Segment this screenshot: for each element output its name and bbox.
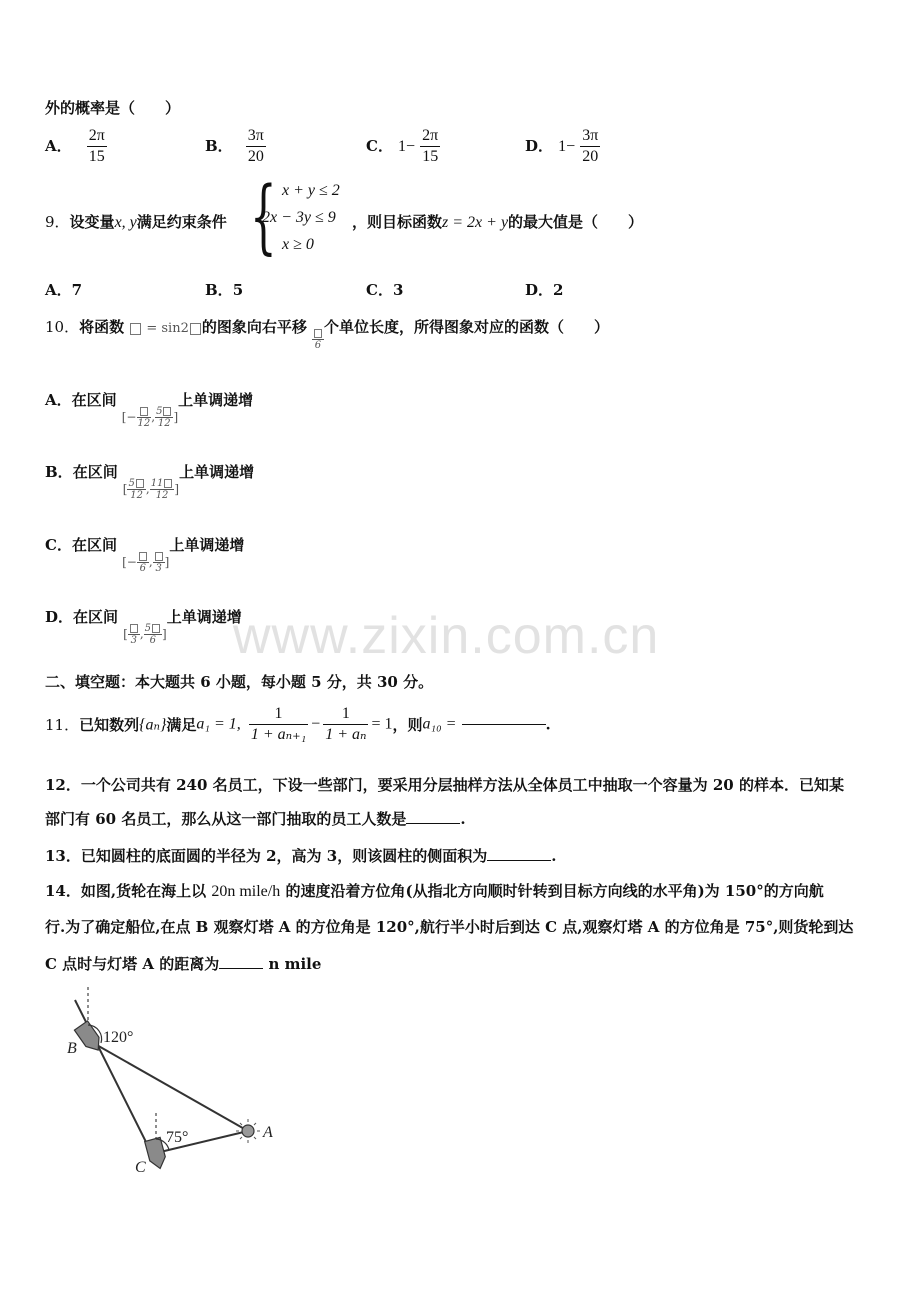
fraction-numerator: 1: [323, 704, 368, 725]
fraction-numerator: 5: [144, 623, 152, 634]
q14-line1b: 的速度沿着方位角(从指北方向顺时针转到目标方向线的水平角)为 150°的方向航: [285, 882, 824, 900]
option-label: D．: [525, 281, 554, 299]
option-label: C．: [366, 281, 393, 299]
option-label: D．: [45, 608, 74, 626]
option-prefix: 1−: [398, 138, 416, 155]
option-text: 在区间: [71, 391, 117, 409]
fraction-numerator: 5: [128, 478, 135, 489]
q9-text3: ，则目标函数: [352, 213, 443, 231]
interval-start: [127, 478, 145, 501]
option-text: 在区间: [72, 463, 118, 481]
placeholder-glyph-icon: [130, 624, 138, 633]
interval-open: [: [122, 482, 128, 496]
fraction-denominator: 6: [149, 635, 157, 646]
constraint-1: x + y ≤ 2: [282, 182, 340, 199]
interval: [ 5 12 , 11 12 ]: [122, 478, 180, 501]
fraction-numerator: 2π: [87, 126, 107, 147]
option-value: 7: [71, 281, 83, 299]
interval-end: [150, 478, 175, 501]
option-tail: 上单调递增: [169, 536, 245, 554]
interval-end: [155, 406, 173, 429]
interval: [− 12 , 5 12 ]: [121, 406, 179, 429]
end-period: .: [460, 810, 466, 828]
answer-blank[interactable]: [487, 860, 551, 861]
option-value: 5: [232, 281, 244, 299]
point-label-b: B: [67, 1040, 77, 1057]
interval-open: [−: [121, 410, 137, 424]
option-label: B．: [45, 463, 73, 481]
option-text: 在区间: [73, 608, 119, 626]
option-prefix: 1−: [558, 138, 576, 155]
interval-open: [: [123, 627, 128, 641]
placeholder-glyph-icon: [152, 624, 160, 633]
option-label: A．: [45, 281, 72, 299]
angle-label-b: 120°: [103, 1029, 134, 1046]
option-tail: 上单调递增: [178, 391, 254, 409]
minus-sign: −: [311, 715, 321, 733]
fraction-denominator: 12: [137, 418, 151, 429]
placeholder-glyph-icon: [136, 479, 144, 488]
placeholder-glyph-icon: [190, 323, 201, 335]
fraction-denominator: 20: [582, 148, 599, 165]
option-label: D．: [525, 137, 554, 155]
constraint-brace: {: [250, 169, 277, 264]
placeholder-glyph-icon: [155, 552, 163, 561]
option-label: B．: [205, 137, 233, 155]
q10-text2: 的图象向右平移: [201, 318, 307, 336]
q8-tail: 外的概率是（ ）: [45, 99, 181, 117]
fraction: [580, 126, 600, 167]
placeholder-glyph-icon: [130, 323, 141, 335]
fraction-denominator: 15: [422, 148, 439, 165]
q9-vars: x, y: [114, 214, 137, 231]
constraint-3: x ≥ 0: [282, 236, 314, 253]
interval: [− 6 , 3 ]: [122, 555, 169, 569]
interval-end: [153, 551, 165, 574]
option-tail: 上单调递增: [179, 463, 255, 481]
q11-text2: 满足: [166, 716, 197, 734]
interval-open: [−: [122, 555, 137, 569]
q12-line2: [45, 808, 466, 829]
answer-blank[interactable]: [219, 968, 263, 969]
end-period: .: [545, 715, 551, 734]
fraction-numerator: 3π: [580, 126, 600, 147]
q10-shift-fraction: [312, 328, 324, 351]
q9-option-b: [205, 279, 243, 300]
option-text: 在区间: [71, 536, 117, 554]
q11-stem: [45, 704, 551, 745]
fraction-denominator: 12: [155, 490, 169, 501]
q12-line2-text: 部门有 60 名员工，那么从这一部门抽取的员工人数是: [45, 810, 407, 828]
q9-stem-left: [45, 211, 227, 232]
fraction: [323, 704, 368, 745]
fraction-numerator: 5: [156, 406, 163, 417]
option-tail: 上单调递增: [166, 608, 242, 626]
interval-close: ]: [164, 555, 170, 569]
interval-start: [137, 406, 152, 429]
interval-close: ]: [173, 410, 179, 424]
q9-option-c: [366, 279, 403, 300]
q14-line3: [45, 953, 321, 974]
q14-line2: 行.为了确定船位,在点 B 观察灯塔 A 的方位角是 120°,航行半小时后到达 C 点,观察灯塔 A 的方位角是 75°,则货轮到达: [45, 918, 854, 936]
end-period: .: [551, 847, 557, 865]
angle-label-c: 75°: [166, 1129, 189, 1146]
fraction-denominator: 1 + aₙ₊₁: [250, 726, 307, 743]
fraction-denominator: 3: [130, 635, 137, 646]
fraction: [249, 704, 308, 745]
q13-line: [45, 845, 556, 866]
q8-option-d: [525, 126, 600, 167]
point-label-a: A: [263, 1124, 273, 1141]
option-label: A．: [45, 137, 72, 155]
fraction-denominator: 12: [130, 490, 144, 501]
point-label-c: C: [135, 1159, 146, 1176]
q9-text2: 满足约束条件: [136, 213, 227, 231]
placeholder-glyph-icon: [139, 552, 147, 561]
q9-text1: 设变量: [69, 213, 115, 231]
constraint-2: 2x − 3y ≤ 9: [262, 209, 336, 226]
q8-option-b: [205, 126, 266, 167]
fraction-numerator: 1: [249, 704, 308, 725]
lighthouse-a-icon: [236, 1119, 260, 1143]
question-number: 9．: [45, 213, 70, 231]
interval-start: [128, 623, 140, 646]
fraction: [246, 126, 266, 167]
q10-text3: 个单位长度，所得图象对应的函数（ ）: [323, 318, 609, 336]
answer-blank[interactable]: [406, 823, 460, 824]
q14-unit: n mile: [268, 955, 322, 973]
q11-sequence: {aₙ}: [139, 716, 167, 734]
placeholder-glyph-icon: [314, 329, 322, 338]
q11-text1: 已知数列: [79, 716, 140, 734]
fraction-numerator: 11: [150, 478, 164, 489]
fraction-denominator: 12: [157, 418, 171, 429]
fraction: [87, 126, 107, 167]
q10-option-c: [45, 534, 245, 574]
q14-line1a: 14．如图,货轮在海上以: [45, 882, 207, 900]
question-number: 10．: [45, 318, 80, 336]
fraction-numerator: 2π: [420, 126, 440, 147]
fraction-denominator: 6: [139, 563, 146, 574]
question-number: 11．: [45, 716, 80, 734]
option-label: C．: [45, 536, 72, 554]
section-heading: 二、填空题：本大题共 6 小题，每小题 5 分，共 30 分。: [45, 673, 434, 691]
interval-start: [137, 551, 149, 574]
q12-line1: 12．一个公司共有 240 名员工，下设一些部门，要采用分层抽样方法从全体员工中抽取一个容量为 20 的样本．已知某: [45, 776, 844, 794]
q8-option-c: [366, 126, 440, 167]
answer-blank[interactable]: [462, 724, 546, 725]
q11-equals: = 1: [371, 715, 393, 733]
fraction-denominator: 6: [314, 340, 322, 351]
q11-text3: ，则: [392, 716, 423, 734]
option-value: 3: [392, 281, 404, 299]
q9-option-d: [525, 279, 563, 300]
line-b-to-a: [88, 1040, 248, 1131]
fraction-denominator: 3: [155, 563, 162, 574]
interval-end: [144, 623, 162, 646]
q10-function: = sin2: [129, 321, 202, 336]
option-label: B．: [205, 281, 233, 299]
q14-speed: 20n mile/h: [211, 883, 281, 900]
placeholder-glyph-icon: [140, 407, 148, 416]
fraction-denominator: 1 + aₙ: [325, 726, 367, 743]
interval: [ 3 , 5 6 ]: [123, 623, 167, 646]
q10-text1: 将函数: [79, 318, 125, 336]
ship-lighthouse-diagram: [55, 985, 305, 1185]
q8-option-a: [45, 126, 107, 167]
interval-close: ]: [162, 627, 167, 641]
q11-condition: a₁ = 1,: [196, 715, 241, 733]
q14-line3-text: C 点时与灯塔 A 的距离为: [45, 955, 220, 973]
q9-objective: z = 2x + y: [442, 214, 509, 231]
option-value: 2: [553, 281, 564, 299]
fraction-denominator: 20: [247, 148, 264, 165]
q13-text: 13．已知圆柱的底面圆的半径为 2，高为 3，则该圆柱的侧面积为: [45, 847, 488, 865]
watermark: www.zixin.com.cn: [233, 607, 660, 665]
q9-stem-right: [352, 211, 643, 232]
q10-func-text: sin2: [161, 321, 189, 336]
q9-text4: 的最大值是（ ）: [508, 213, 644, 231]
q10-stem: [45, 316, 609, 351]
fraction-denominator: 15: [88, 148, 105, 165]
q14-line1: [45, 880, 824, 901]
placeholder-glyph-icon: [163, 407, 171, 416]
interval-close: ]: [174, 482, 180, 496]
placeholder-glyph-icon: [164, 479, 172, 488]
fraction-numerator: 3π: [246, 126, 266, 147]
option-label: C．: [366, 137, 393, 155]
q9-option-a: [45, 279, 82, 300]
option-label: A．: [45, 391, 72, 409]
fraction: [420, 126, 440, 167]
fraction-numerator: [312, 328, 324, 340]
q11-target: a₁₀ =: [422, 715, 457, 733]
